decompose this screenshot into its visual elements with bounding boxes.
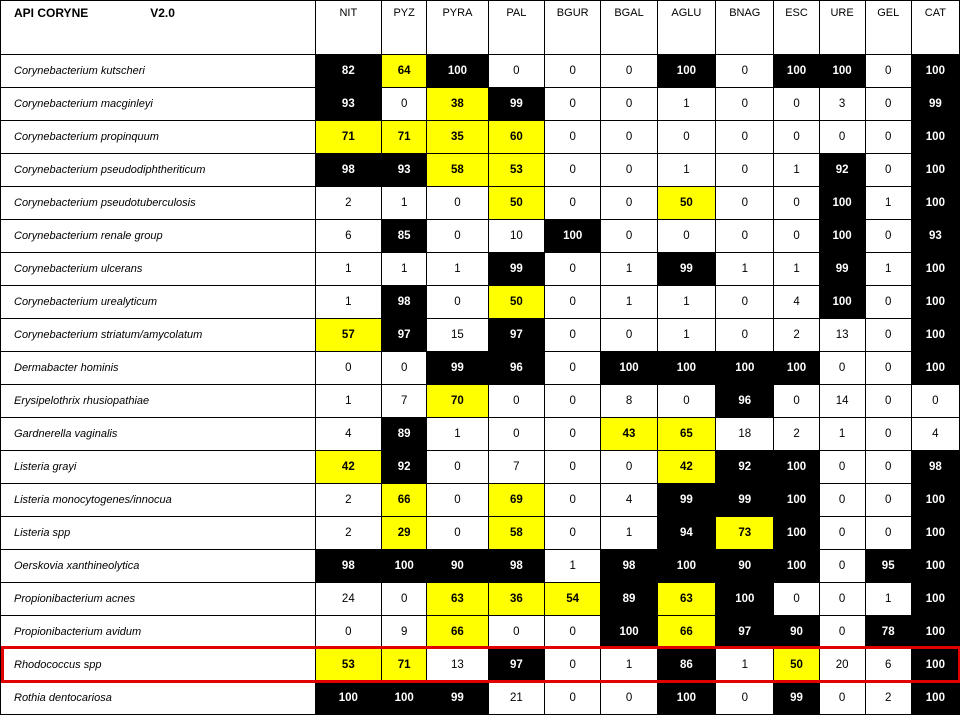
organism-name: Corynebacterium pseudodiphtheriticum [1,154,316,187]
cell-nit: 0 [315,352,382,385]
table-row [1,88,960,121]
organism-name: Oerskovia xanthineolytica [1,550,316,583]
cell-pyz: 64 [382,55,427,88]
cell-ure: 99 [819,253,865,286]
cell-gel: 95 [865,550,911,583]
cell-esc: 100 [774,550,819,583]
table-title-cell [1,1,316,55]
cell-ure: 1 [819,418,865,451]
cell-nit: 100 [315,682,382,715]
cell-nit: 1 [315,286,382,319]
cell-pal: 60 [488,121,544,154]
table-row [1,253,960,286]
cell-pal: 0 [488,418,544,451]
column-header-esc: ESC [774,1,819,55]
cell-nit: 98 [315,154,382,187]
cell-nit: 57 [315,319,382,352]
cell-ure: 0 [819,484,865,517]
organism-name: Listeria spp [1,517,316,550]
cell-aglu: 42 [657,451,715,484]
cell-pal: 99 [488,253,544,286]
cell-cat: 93 [911,220,959,253]
table-row [1,286,960,319]
cell-pyra: 0 [427,517,488,550]
cell-pal: 0 [488,55,544,88]
cell-pyz: 0 [382,352,427,385]
cell-bnag: 100 [716,583,774,616]
table-row [1,154,960,187]
organism-name: Corynebacterium kutscheri [1,55,316,88]
cell-bnag: 18 [716,418,774,451]
cell-aglu: 50 [657,187,715,220]
cell-aglu: 65 [657,418,715,451]
organism-name: Corynebacterium striatum/amycolatum [1,319,316,352]
table-row [1,385,960,418]
cell-bgal: 0 [601,682,657,715]
cell-pyz: 29 [382,517,427,550]
cell-bgal: 1 [601,286,657,319]
cell-bgal: 0 [601,187,657,220]
cell-ure: 0 [819,121,865,154]
cell-aglu: 0 [657,121,715,154]
cell-aglu: 100 [657,352,715,385]
cell-pyra: 13 [427,649,488,682]
column-header-bgal: BGAL [601,1,657,55]
cell-aglu: 94 [657,517,715,550]
cell-cat: 100 [911,583,959,616]
cell-esc: 100 [774,484,819,517]
cell-pyz: 71 [382,121,427,154]
cell-esc: 0 [774,583,819,616]
cell-bgal: 1 [601,517,657,550]
cell-cat: 100 [911,517,959,550]
cell-aglu: 66 [657,616,715,649]
cell-pyra: 0 [427,286,488,319]
organism-name: Rhodococcus spp [1,649,316,682]
table-row [1,121,960,154]
cell-gel: 0 [865,286,911,319]
cell-bgal: 0 [601,220,657,253]
cell-cat: 100 [911,484,959,517]
cell-pal: 0 [488,616,544,649]
cell-pyz: 100 [382,550,427,583]
column-header-pal: PAL [488,1,544,55]
cell-esc: 0 [774,385,819,418]
column-header-bgur: BGUR [545,1,601,55]
cell-gel: 0 [865,319,911,352]
cell-nit: 2 [315,187,382,220]
cell-cat: 100 [911,616,959,649]
cell-esc: 100 [774,451,819,484]
cell-pyra: 90 [427,550,488,583]
cell-esc: 2 [774,418,819,451]
table-version: V2.0 [150,6,175,20]
cell-ure: 0 [819,517,865,550]
cell-esc: 4 [774,286,819,319]
cell-ure: 100 [819,55,865,88]
cell-aglu: 99 [657,253,715,286]
cell-bgur: 0 [545,55,601,88]
cell-bgur: 0 [545,319,601,352]
cell-bgur: 0 [545,385,601,418]
cell-bgal: 4 [601,484,657,517]
cell-pyz: 0 [382,583,427,616]
cell-nit: 98 [315,550,382,583]
cell-gel: 0 [865,352,911,385]
cell-aglu: 1 [657,88,715,121]
cell-pyz: 97 [382,319,427,352]
cell-gel: 0 [865,451,911,484]
cell-esc: 50 [774,649,819,682]
cell-gel: 0 [865,88,911,121]
cell-bnag: 0 [716,88,774,121]
cell-nit: 71 [315,121,382,154]
cell-bgal: 0 [601,55,657,88]
organism-name: Erysipelothrix rhusiopathiae [1,385,316,418]
cell-pyra: 99 [427,682,488,715]
column-header-cat: CAT [911,1,959,55]
cell-bgur: 0 [545,616,601,649]
cell-ure: 0 [819,616,865,649]
cell-bgal: 1 [601,649,657,682]
table-row [1,352,960,385]
cell-gel: 0 [865,484,911,517]
cell-pal: 99 [488,88,544,121]
cell-aglu: 100 [657,682,715,715]
cell-bgur: 0 [545,517,601,550]
cell-esc: 90 [774,616,819,649]
table-row [1,319,960,352]
cell-pal: 98 [488,550,544,583]
cell-bgur: 1 [545,550,601,583]
cell-bgur: 0 [545,352,601,385]
cell-bnag: 0 [716,187,774,220]
cell-cat: 100 [911,154,959,187]
cell-pyz: 98 [382,286,427,319]
cell-pyra: 99 [427,352,488,385]
cell-aglu: 86 [657,649,715,682]
organism-name: Rothia dentocariosa [1,682,316,715]
table-row [1,55,960,88]
cell-cat: 100 [911,682,959,715]
cell-cat: 100 [911,319,959,352]
cell-bnag: 97 [716,616,774,649]
cell-nit: 53 [315,649,382,682]
cell-pyra: 15 [427,319,488,352]
cell-pal: 50 [488,286,544,319]
cell-pal: 97 [488,649,544,682]
cell-esc: 0 [774,88,819,121]
column-header-pyra: PYRA [427,1,488,55]
cell-pyra: 0 [427,187,488,220]
cell-aglu: 99 [657,484,715,517]
table-row [1,517,960,550]
column-header-gel: GEL [865,1,911,55]
cell-cat: 100 [911,253,959,286]
cell-pyra: 0 [427,451,488,484]
organism-name: Propionibacterium avidum [1,616,316,649]
organism-name: Corynebacterium pseudotuberculosis [1,187,316,220]
organism-name: Corynebacterium renale group [1,220,316,253]
cell-gel: 1 [865,187,911,220]
cell-nit: 4 [315,418,382,451]
cell-bgur: 0 [545,649,601,682]
cell-cat: 98 [911,451,959,484]
cell-aglu: 100 [657,55,715,88]
cell-esc: 0 [774,220,819,253]
table-row [1,616,960,649]
cell-nit: 93 [315,88,382,121]
cell-nit: 0 [315,616,382,649]
cell-cat: 100 [911,649,959,682]
table-row [1,649,960,682]
cell-esc: 100 [774,55,819,88]
cell-pal: 10 [488,220,544,253]
cell-ure: 3 [819,88,865,121]
cell-aglu: 0 [657,385,715,418]
cell-pal: 58 [488,517,544,550]
cell-nit: 1 [315,385,382,418]
cell-gel: 0 [865,55,911,88]
cell-gel: 1 [865,583,911,616]
cell-bgur: 0 [545,88,601,121]
cell-bgal: 1 [601,253,657,286]
cell-pal: 69 [488,484,544,517]
cell-nit: 2 [315,484,382,517]
cell-pal: 7 [488,451,544,484]
cell-nit: 24 [315,583,382,616]
cell-aglu: 1 [657,286,715,319]
cell-pal: 97 [488,319,544,352]
cell-pyz: 7 [382,385,427,418]
cell-ure: 100 [819,187,865,220]
cell-esc: 2 [774,319,819,352]
cell-bgal: 0 [601,319,657,352]
cell-nit: 82 [315,55,382,88]
cell-gel: 78 [865,616,911,649]
cell-bnag: 96 [716,385,774,418]
cell-gel: 0 [865,385,911,418]
cell-cat: 100 [911,121,959,154]
column-header-ure: URE [819,1,865,55]
cell-gel: 1 [865,253,911,286]
cell-cat: 99 [911,88,959,121]
cell-bgal: 0 [601,88,657,121]
cell-bnag: 0 [716,55,774,88]
cell-cat: 100 [911,550,959,583]
cell-pyra: 66 [427,616,488,649]
cell-esc: 0 [774,187,819,220]
cell-bgur: 100 [545,220,601,253]
cell-bgur: 0 [545,154,601,187]
cell-pyra: 100 [427,55,488,88]
cell-gel: 2 [865,682,911,715]
cell-bnag: 90 [716,550,774,583]
cell-esc: 1 [774,154,819,187]
cell-ure: 20 [819,649,865,682]
cell-pal: 53 [488,154,544,187]
table-row [1,484,960,517]
cell-aglu: 1 [657,154,715,187]
cell-gel: 0 [865,517,911,550]
cell-pyz: 66 [382,484,427,517]
cell-pyra: 70 [427,385,488,418]
organism-name: Corynebacterium propinquum [1,121,316,154]
organism-name: Dermabacter hominis [1,352,316,385]
cell-bnag: 92 [716,451,774,484]
cell-bgur: 0 [545,253,601,286]
cell-bgal: 100 [601,616,657,649]
cell-pal: 50 [488,187,544,220]
cell-ure: 0 [819,451,865,484]
cell-aglu: 0 [657,220,715,253]
cell-bgal: 0 [601,121,657,154]
cell-bnag: 0 [716,682,774,715]
cell-bgal: 0 [601,451,657,484]
cell-gel: 6 [865,649,911,682]
cell-bnag: 0 [716,286,774,319]
cell-bgal: 89 [601,583,657,616]
cell-pyra: 0 [427,220,488,253]
cell-pyz: 71 [382,649,427,682]
cell-pal: 96 [488,352,544,385]
cell-bnag: 100 [716,352,774,385]
cell-bgur: 54 [545,583,601,616]
cell-ure: 92 [819,154,865,187]
cell-pyra: 58 [427,154,488,187]
organism-name: Gardnerella vaginalis [1,418,316,451]
column-header-bnag: BNAG [716,1,774,55]
cell-bnag: 0 [716,319,774,352]
table-row [1,418,960,451]
cell-bgal: 43 [601,418,657,451]
cell-pyz: 0 [382,88,427,121]
cell-cat: 100 [911,187,959,220]
cell-bgur: 0 [545,682,601,715]
cell-bnag: 0 [716,121,774,154]
cell-pyz: 89 [382,418,427,451]
cell-bgur: 0 [545,121,601,154]
cell-ure: 0 [819,682,865,715]
cell-aglu: 100 [657,550,715,583]
cell-bgal: 98 [601,550,657,583]
cell-esc: 99 [774,682,819,715]
cell-bnag: 73 [716,517,774,550]
cell-nit: 2 [315,517,382,550]
cell-pyz: 100 [382,682,427,715]
cell-cat: 4 [911,418,959,451]
cell-pyra: 0 [427,484,488,517]
cell-pyra: 1 [427,253,488,286]
organism-name: Corynebacterium urealyticum [1,286,316,319]
cell-gel: 0 [865,418,911,451]
cell-pyz: 92 [382,451,427,484]
cell-ure: 100 [819,220,865,253]
table-row [1,220,960,253]
cell-esc: 1 [774,253,819,286]
cell-pyra: 1 [427,418,488,451]
organism-name: Corynebacterium macginleyi [1,88,316,121]
column-header-nit: NIT [315,1,382,55]
cell-pyra: 63 [427,583,488,616]
cell-pal: 0 [488,385,544,418]
cell-pyra: 35 [427,121,488,154]
cell-pal: 21 [488,682,544,715]
cell-gel: 0 [865,220,911,253]
cell-bgur: 0 [545,451,601,484]
cell-bgal: 8 [601,385,657,418]
cell-nit: 1 [315,253,382,286]
cell-pyra: 38 [427,88,488,121]
cell-bgur: 0 [545,418,601,451]
cell-esc: 100 [774,352,819,385]
cell-bgur: 0 [545,286,601,319]
organism-name: Listeria grayi [1,451,316,484]
header-row [1,1,960,55]
organism-name: Propionibacterium acnes [1,583,316,616]
cell-cat: 0 [911,385,959,418]
cell-bnag: 1 [716,649,774,682]
organism-name: Corynebacterium ulcerans [1,253,316,286]
cell-nit: 42 [315,451,382,484]
table-title: API CORYNE [14,6,89,20]
cell-cat: 100 [911,55,959,88]
cell-bgal: 0 [601,154,657,187]
cell-pyz: 93 [382,154,427,187]
cell-bnag: 99 [716,484,774,517]
table-row [1,550,960,583]
cell-ure: 13 [819,319,865,352]
cell-bnag: 0 [716,220,774,253]
cell-bgal: 100 [601,352,657,385]
cell-aglu: 1 [657,319,715,352]
cell-bgur: 0 [545,484,601,517]
cell-nit: 6 [315,220,382,253]
cell-cat: 100 [911,286,959,319]
cell-ure: 100 [819,286,865,319]
column-header-pyz: PYZ [382,1,427,55]
cell-gel: 0 [865,121,911,154]
cell-ure: 0 [819,583,865,616]
cell-bnag: 0 [716,154,774,187]
cell-esc: 0 [774,121,819,154]
cell-ure: 0 [819,352,865,385]
column-header-aglu: AGLU [657,1,715,55]
cell-pal: 36 [488,583,544,616]
table-row [1,583,960,616]
cell-ure: 14 [819,385,865,418]
cell-esc: 100 [774,517,819,550]
cell-ure: 0 [819,550,865,583]
organism-name: Listeria monocytogenes/innocua [1,484,316,517]
cell-pyz: 85 [382,220,427,253]
cell-bgur: 0 [545,187,601,220]
table-row [1,682,960,715]
cell-pyz: 9 [382,616,427,649]
cell-pyz: 1 [382,187,427,220]
table-row [1,451,960,484]
cell-gel: 0 [865,154,911,187]
table-body [1,55,960,715]
cell-aglu: 63 [657,583,715,616]
table-row [1,187,960,220]
cell-bnag: 1 [716,253,774,286]
cell-pyz: 1 [382,253,427,286]
cell-cat: 100 [911,352,959,385]
